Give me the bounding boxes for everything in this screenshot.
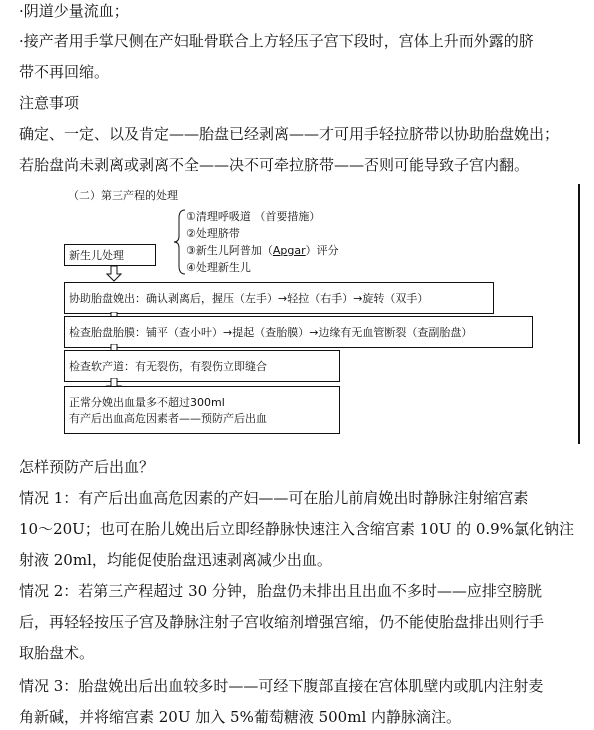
hemorrhage-box (64, 386, 340, 434)
prevention-heading: 怎样预防产后出血？ (19, 458, 155, 476)
case-2-line-1: 情况 2：若第三产程超过 30 分钟，胎盘仍未排出且出血不多时——应排空膀胱 (19, 582, 542, 600)
placenta-delivery-box (64, 282, 494, 314)
case-2-line-3: 取胎盘术。 (19, 644, 95, 662)
brace-icon (173, 208, 187, 276)
apgar-word: Apgar (272, 244, 306, 257)
case-3-line-1: 情况 3：胎盘娩出后出血较多时——可经下腹部直接在宫体肌壁内或肌内注射麦 (19, 677, 544, 695)
placenta-delivery-label: 协助胎盘娩出：确认剥离后，握压（左手）→轻拉（右手）→旋转（双手） (69, 292, 429, 305)
intro-line-1: ·阴道少量流血； (19, 2, 129, 20)
intro-line-3: 带不再回缩。 (19, 63, 110, 81)
hemorrhage-line-2: 有产后出血高危因素者——预防产后出血 (69, 412, 267, 425)
hemorrhage-line-1: 正常分娩出血量多不超过300ml (69, 396, 225, 409)
diagram-title: （二）第三产程的处理 (68, 189, 178, 202)
newborn-item-3-tail: ）评分 (305, 244, 339, 257)
birth-canal-label: 检查软产道：有无裂伤，有裂伤立即缝合 (69, 360, 267, 373)
case-2-line-2: 后，再轻轻按压子宫及静脉注射子宫收缩剂增强宫缩，仍不能使胎盘排出则行手 (19, 613, 545, 631)
newborn-item-3-lead: ③新生儿阿普加（ (186, 244, 273, 257)
newborn-item-4: ④处理新生儿 (186, 261, 251, 274)
intro-line-2: ·接产者用手掌尺侧在产妇耻骨联合上方轻压子宫下段时，宫体上升而外露的脐 (19, 32, 534, 50)
case-1-line-3: 射液 20ml，均能促使胎盘迅速剥离减少出血。 (19, 551, 332, 569)
placenta-check-box (64, 316, 533, 348)
newborn-item-2: ②处理脐带 (186, 227, 240, 240)
notes-heading: 注意事项 (19, 94, 80, 112)
newborn-item-3 (186, 242, 339, 258)
newborn-box (64, 244, 156, 266)
case-1-line-2: 10～20U；也可在胎儿娩出后立即经静脉快速注入含缩宫素 10U 的 0.9%氯化钠注 (19, 520, 574, 538)
diagram-right-border (578, 184, 580, 444)
down-arrow-icon (106, 266, 122, 282)
third-stage-diagram (60, 184, 585, 444)
newborn-box-label: 新生儿处理 (69, 249, 124, 262)
newborn-item-1: ①清理呼吸道 （首要措施） (186, 210, 321, 223)
case-1-line-1: 情况 1：有产后出血高危因素的产妇——可在胎儿前肩娩出时静脉注射缩宫素 (19, 489, 529, 507)
notes-line-2: 若胎盘尚未剥离或剥离不全——决不可牵拉脐带——否则可能导致子宫内翻。 (19, 156, 530, 174)
placenta-check-label: 检查胎盘胎膜：铺平（查小叶）→提起（查胎膜）→边缘有无血管断裂（查副胎盘） (69, 326, 473, 339)
notes-line-1: 确定、一定、以及肯定——胎盘已经剥离——才可用手轻拉脐带以协助胎盘娩出； (19, 125, 560, 143)
case-3-line-2: 角新碱，并将缩宫素 20U 加入 5%葡萄糖液 500ml 内静脉滴注。 (19, 708, 462, 726)
